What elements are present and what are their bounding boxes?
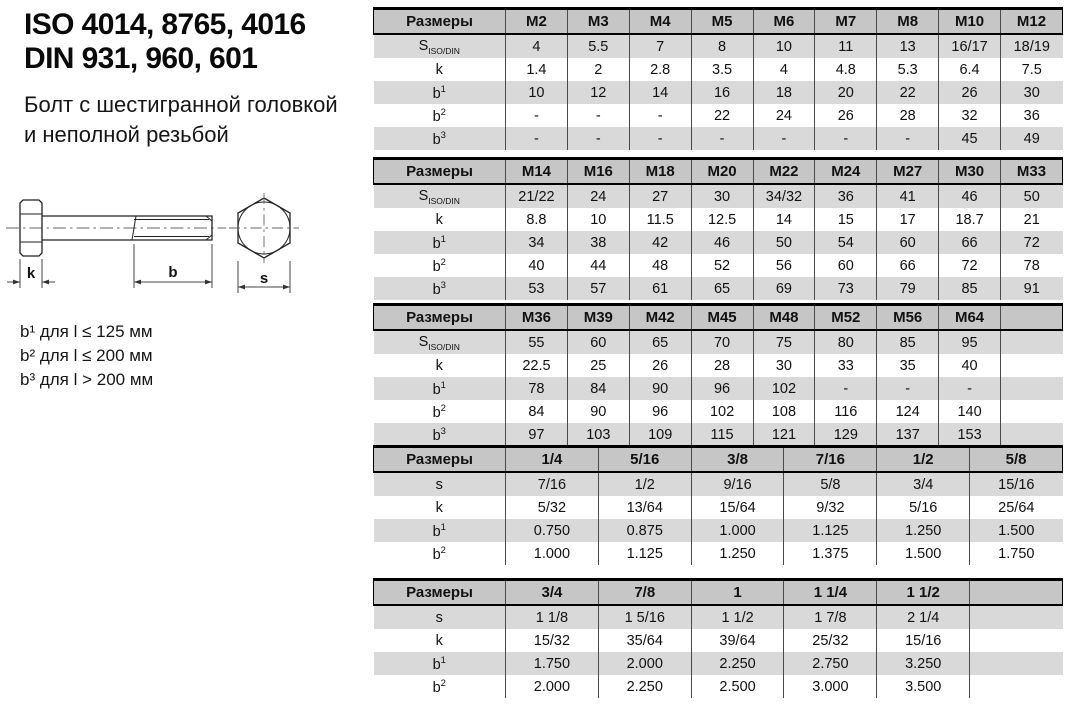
value-cell: 15/32: [506, 629, 599, 652]
value-cell: 102: [753, 377, 815, 400]
value-cell: 44: [567, 254, 629, 277]
row-label: $S_{ISO/DIN}$: [374, 330, 506, 354]
value-cell: 3/4: [877, 472, 970, 496]
row-label: $b^2$: [374, 104, 506, 127]
standard-title-iso: ISO 4014, 8765, 4016: [24, 8, 306, 41]
table-metric-m36-m64: [373, 303, 1063, 446]
value-cell: 36: [815, 184, 877, 208]
value-cell: -: [506, 127, 568, 150]
value-cell: 46: [691, 231, 753, 254]
value-cell: 6.4: [939, 58, 1001, 81]
row-label: k: [374, 496, 506, 519]
value-cell: -: [815, 127, 877, 150]
row-label: $b^1$: [374, 231, 506, 254]
value-cell: 30: [691, 184, 753, 208]
value-cell: 15: [815, 208, 877, 231]
value-cell: 85: [939, 277, 1001, 300]
value-cell: 96: [629, 400, 691, 423]
size-column-header: M12: [1001, 9, 1063, 35]
value-cell: 2.8: [629, 58, 691, 81]
value-cell: 60: [815, 254, 877, 277]
size-column-header: 7/16: [784, 447, 877, 473]
value-cell: 70: [691, 330, 753, 354]
value-cell: 25/32: [784, 629, 877, 652]
value-cell: 129: [815, 423, 877, 446]
value-cell: 21: [1001, 208, 1063, 231]
row-label: k: [374, 208, 506, 231]
size-column-header: M27: [877, 159, 939, 185]
value-cell: -: [877, 377, 939, 400]
value-cell: 38: [567, 231, 629, 254]
value-cell: -: [629, 127, 691, 150]
table-metric-m14-m33: [373, 157, 1063, 300]
table-row: [374, 472, 1063, 496]
table-row: [374, 675, 1063, 698]
value-cell: 60: [877, 231, 939, 254]
row-label: $b^1$: [374, 519, 506, 542]
note-b3: b³ для l > 200 мм: [20, 370, 154, 389]
sizes-header-cell: Размеры: [374, 447, 506, 473]
table-inch-quarter-to-fiveeighths: [373, 445, 1063, 565]
value-cell: 15/64: [691, 496, 784, 519]
value-cell: 16/17: [939, 34, 1001, 58]
size-column-header: 1 1/2: [877, 580, 970, 606]
table-row: [374, 127, 1063, 150]
table-header-row: [374, 9, 1063, 35]
row-label: $b^2$: [374, 675, 506, 698]
value-cell: 4.8: [815, 58, 877, 81]
value-cell: 97: [506, 423, 568, 446]
table-row: [374, 208, 1063, 231]
size-column-header: M52: [815, 305, 877, 331]
value-cell: 50: [753, 231, 815, 254]
value-cell: 24: [753, 104, 815, 127]
note-b1: b¹ для l ≤ 125 мм: [20, 322, 153, 341]
table-row: [374, 34, 1063, 58]
value-cell: 1.250: [877, 519, 970, 542]
table-row: [374, 184, 1063, 208]
value-cell: 4: [506, 34, 568, 58]
table-row: [374, 629, 1063, 652]
value-cell: 78: [1001, 254, 1063, 277]
value-cell: 40: [939, 354, 1001, 377]
size-column-header: M10: [939, 9, 1001, 35]
value-cell: 7: [629, 34, 691, 58]
value-cell: 18/19: [1001, 34, 1063, 58]
value-cell: 41: [877, 184, 939, 208]
row-label: $b^2$: [374, 400, 506, 423]
value-cell: 103: [567, 423, 629, 446]
size-column-header: M3: [567, 9, 629, 35]
size-column-header: M56: [877, 305, 939, 331]
value-cell: 48: [629, 254, 691, 277]
value-cell: 1.750: [970, 542, 1063, 565]
table-row: [374, 652, 1063, 675]
value-cell: 46: [939, 184, 1001, 208]
value-cell: 3.000: [784, 675, 877, 698]
value-cell: [1001, 330, 1063, 354]
value-cell: 79: [877, 277, 939, 300]
value-cell: 35: [877, 354, 939, 377]
value-cell: 13: [877, 34, 939, 58]
value-cell: 5/8: [784, 472, 877, 496]
value-cell: 66: [877, 254, 939, 277]
size-column-header: M45: [691, 305, 753, 331]
value-cell: 18.7: [939, 208, 1001, 231]
empty-column-header: [1001, 305, 1063, 331]
size-column-header: M16: [567, 159, 629, 185]
value-cell: 153: [939, 423, 1001, 446]
value-cell: -: [567, 127, 629, 150]
value-cell: 1.125: [598, 542, 691, 565]
value-cell: 34/32: [753, 184, 815, 208]
row-label: s: [374, 472, 506, 496]
value-cell: 11.5: [629, 208, 691, 231]
value-cell: -: [506, 104, 568, 127]
value-cell: 84: [567, 377, 629, 400]
value-cell: 1.000: [506, 542, 599, 565]
value-cell: 25/64: [970, 496, 1063, 519]
table-row: [374, 400, 1063, 423]
size-column-header: M22: [753, 159, 815, 185]
value-cell: [1001, 377, 1063, 400]
value-cell: [1001, 354, 1063, 377]
table-row: [374, 104, 1063, 127]
value-cell: 15/16: [877, 629, 970, 652]
value-cell: 108: [753, 400, 815, 423]
value-cell: 22: [691, 104, 753, 127]
value-cell: 90: [567, 400, 629, 423]
dimension-tables: [373, 0, 1063, 720]
value-cell: 1.500: [877, 542, 970, 565]
row-label: $b^3$: [374, 277, 506, 300]
value-cell: 49: [1001, 127, 1063, 150]
value-cell: 73: [815, 277, 877, 300]
table-header-row: [374, 580, 1063, 606]
row-label: $b^1$: [374, 81, 506, 104]
value-cell: 27: [629, 184, 691, 208]
value-cell: 121: [753, 423, 815, 446]
value-cell: 137: [877, 423, 939, 446]
value-cell: 8.8: [506, 208, 568, 231]
table-row: [374, 330, 1063, 354]
value-cell: -: [815, 377, 877, 400]
size-column-header: M30: [939, 159, 1001, 185]
value-cell: -: [753, 127, 815, 150]
value-cell: 1.125: [784, 519, 877, 542]
row-label: $S_{ISO/DIN}$: [374, 184, 506, 208]
sizes-header-cell: Размеры: [374, 580, 506, 606]
value-cell: 12: [567, 81, 629, 104]
value-cell: -: [567, 104, 629, 127]
value-cell: 35/64: [598, 629, 691, 652]
value-cell: 22.5: [506, 354, 568, 377]
value-cell: 2.000: [598, 652, 691, 675]
bolt-description-line2: и неполной резьбой: [24, 122, 229, 147]
size-column-header: M39: [567, 305, 629, 331]
value-cell: 65: [691, 277, 753, 300]
value-cell: 5.3: [877, 58, 939, 81]
value-cell: 50: [1001, 184, 1063, 208]
size-column-header: 3/8: [691, 447, 784, 473]
size-column-header: M7: [815, 9, 877, 35]
value-cell: -: [691, 127, 753, 150]
table-row: [374, 354, 1063, 377]
table-header-row: [374, 159, 1063, 185]
size-column-header: M14: [506, 159, 568, 185]
value-cell: 7/16: [506, 472, 599, 496]
bolt-technical-drawing: [2, 185, 337, 307]
value-cell: [1001, 400, 1063, 423]
value-cell: 72: [939, 254, 1001, 277]
value-cell: 33: [815, 354, 877, 377]
value-cell: 12.5: [691, 208, 753, 231]
value-cell: 3.250: [877, 652, 970, 675]
value-cell: 56: [753, 254, 815, 277]
value-cell: 5/16: [877, 496, 970, 519]
value-cell: 1 5/16: [598, 605, 691, 629]
value-cell: -: [939, 377, 1001, 400]
value-cell: [970, 629, 1063, 652]
value-cell: 17: [877, 208, 939, 231]
value-cell: 53: [506, 277, 568, 300]
size-column-header: M5: [691, 9, 753, 35]
value-cell: 80: [815, 330, 877, 354]
bolt-description-line1: Болт с шестигранной головкой: [24, 92, 338, 117]
value-cell: 0.875: [598, 519, 691, 542]
value-cell: 8: [691, 34, 753, 58]
size-column-header: 5/16: [598, 447, 691, 473]
value-cell: 1.750: [506, 652, 599, 675]
value-cell: 109: [629, 423, 691, 446]
value-cell: 0.750: [506, 519, 599, 542]
row-label: $b^3$: [374, 423, 506, 446]
value-cell: 18: [753, 81, 815, 104]
value-cell: 36: [1001, 104, 1063, 127]
value-cell: 60: [567, 330, 629, 354]
value-cell: 2.000: [506, 675, 599, 698]
standard-title-din: DIN 931, 960, 601: [24, 42, 258, 75]
value-cell: 22: [877, 81, 939, 104]
table-header-row: [374, 305, 1063, 331]
value-cell: 39/64: [691, 629, 784, 652]
value-cell: 140: [939, 400, 1001, 423]
dimension-b-label: b: [168, 264, 178, 281]
value-cell: 1.375: [784, 542, 877, 565]
row-label: s: [374, 605, 506, 629]
value-cell: 3.500: [877, 675, 970, 698]
size-column-header: 7/8: [598, 580, 691, 606]
value-cell: 65: [629, 330, 691, 354]
row-label: $b^1$: [374, 652, 506, 675]
value-cell: 2: [567, 58, 629, 81]
thread-length-notes: [20, 320, 153, 392]
value-cell: 14: [629, 81, 691, 104]
value-cell: 95: [939, 330, 1001, 354]
table-row: [374, 277, 1063, 300]
row-label: $b^2$: [374, 542, 506, 565]
value-cell: 1 1/2: [691, 605, 784, 629]
value-cell: 84: [506, 400, 568, 423]
value-cell: 7.5: [1001, 58, 1063, 81]
table-header-row: [374, 447, 1063, 473]
value-cell: 10: [567, 208, 629, 231]
value-cell: 124: [877, 400, 939, 423]
value-cell: [1001, 423, 1063, 446]
size-column-header: 1/4: [506, 447, 599, 473]
row-label: $b^3$: [374, 127, 506, 150]
value-cell: 90: [629, 377, 691, 400]
value-cell: 45: [939, 127, 1001, 150]
value-cell: 10: [506, 81, 568, 104]
value-cell: 30: [753, 354, 815, 377]
size-column-header: M36: [506, 305, 568, 331]
value-cell: 102: [691, 400, 753, 423]
size-column-header: M24: [815, 159, 877, 185]
table-row: [374, 231, 1063, 254]
value-cell: 75: [753, 330, 815, 354]
value-cell: 2.750: [784, 652, 877, 675]
value-cell: 30: [1001, 81, 1063, 104]
table-row: [374, 254, 1063, 277]
size-column-header: 5/8: [970, 447, 1063, 473]
size-column-header: 3/4: [506, 580, 599, 606]
value-cell: 2.500: [691, 675, 784, 698]
value-cell: [970, 652, 1063, 675]
value-cell: 13/64: [598, 496, 691, 519]
value-cell: 42: [629, 231, 691, 254]
value-cell: 72: [1001, 231, 1063, 254]
value-cell: 26: [629, 354, 691, 377]
value-cell: 1.500: [970, 519, 1063, 542]
value-cell: 66: [939, 231, 1001, 254]
value-cell: 14: [753, 208, 815, 231]
size-column-header: M64: [939, 305, 1001, 331]
row-label: $S_{ISO/DIN}$: [374, 34, 506, 58]
value-cell: 32: [939, 104, 1001, 127]
size-column-header: M2: [506, 9, 568, 35]
value-cell: 54: [815, 231, 877, 254]
size-column-header: M4: [629, 9, 691, 35]
size-column-header: M48: [753, 305, 815, 331]
value-cell: 11: [815, 34, 877, 58]
dimension-s-label: s: [259, 270, 269, 287]
value-cell: 16: [691, 81, 753, 104]
value-cell: 2.250: [598, 675, 691, 698]
note-b2: b² для l ≤ 200 мм: [20, 346, 153, 365]
value-cell: 78: [506, 377, 568, 400]
dimension-k-label: k: [26, 265, 36, 282]
value-cell: 15/16: [970, 472, 1063, 496]
value-cell: 116: [815, 400, 877, 423]
value-cell: 55: [506, 330, 568, 354]
value-cell: 3.5: [691, 58, 753, 81]
row-label: $b^2$: [374, 254, 506, 277]
row-label: k: [374, 629, 506, 652]
size-column-header: M18: [629, 159, 691, 185]
value-cell: 24: [567, 184, 629, 208]
value-cell: 9/32: [784, 496, 877, 519]
sizes-header-cell: Размеры: [374, 305, 506, 331]
value-cell: 2.250: [691, 652, 784, 675]
value-cell: [970, 605, 1063, 629]
value-cell: 34: [506, 231, 568, 254]
value-cell: 4: [753, 58, 815, 81]
size-column-header: 1: [691, 580, 784, 606]
value-cell: 2 1/4: [877, 605, 970, 629]
value-cell: 28: [691, 354, 753, 377]
value-cell: 26: [815, 104, 877, 127]
value-cell: 91: [1001, 277, 1063, 300]
value-cell: 69: [753, 277, 815, 300]
value-cell: 21/22: [506, 184, 568, 208]
value-cell: 61: [629, 277, 691, 300]
value-cell: 1/2: [598, 472, 691, 496]
table-row: [374, 542, 1063, 565]
value-cell: 5/32: [506, 496, 599, 519]
value-cell: 5.5: [567, 34, 629, 58]
size-column-header: 1 1/4: [784, 580, 877, 606]
value-cell: -: [629, 104, 691, 127]
value-cell: 57: [567, 277, 629, 300]
value-cell: -: [877, 127, 939, 150]
value-cell: [970, 675, 1063, 698]
value-cell: 52: [691, 254, 753, 277]
sizes-header-cell: Размеры: [374, 9, 506, 35]
value-cell: 1 1/8: [506, 605, 599, 629]
table-row: [374, 81, 1063, 104]
table-metric-m2-m12: [373, 7, 1063, 150]
value-cell: 28: [877, 104, 939, 127]
empty-column-header: [970, 580, 1063, 606]
value-cell: 40: [506, 254, 568, 277]
table-row: [374, 423, 1063, 446]
size-column-header: M20: [691, 159, 753, 185]
table-row: [374, 519, 1063, 542]
row-label: k: [374, 354, 506, 377]
value-cell: 20: [815, 81, 877, 104]
size-column-header: M33: [1001, 159, 1063, 185]
table-row: [374, 496, 1063, 519]
size-column-header: 1/2: [877, 447, 970, 473]
value-cell: 85: [877, 330, 939, 354]
sizes-header-cell: Размеры: [374, 159, 506, 185]
table-inch-threequarter-to-oneandhalf: [373, 578, 1063, 698]
value-cell: 1 7/8: [784, 605, 877, 629]
value-cell: 25: [567, 354, 629, 377]
value-cell: 10: [753, 34, 815, 58]
value-cell: 26: [939, 81, 1001, 104]
value-cell: 1.250: [691, 542, 784, 565]
hex-view-crosshair: [229, 193, 299, 263]
left-panel: [0, 0, 370, 720]
table-row: [374, 377, 1063, 400]
row-label: k: [374, 58, 506, 81]
size-column-header: M8: [877, 9, 939, 35]
value-cell: 115: [691, 423, 753, 446]
value-cell: 96: [691, 377, 753, 400]
value-cell: 1.4: [506, 58, 568, 81]
table-row: [374, 605, 1063, 629]
size-column-header: M6: [753, 9, 815, 35]
row-label: $b^1$: [374, 377, 506, 400]
table-row: [374, 58, 1063, 81]
size-column-header: M42: [629, 305, 691, 331]
value-cell: 9/16: [691, 472, 784, 496]
value-cell: 1.000: [691, 519, 784, 542]
